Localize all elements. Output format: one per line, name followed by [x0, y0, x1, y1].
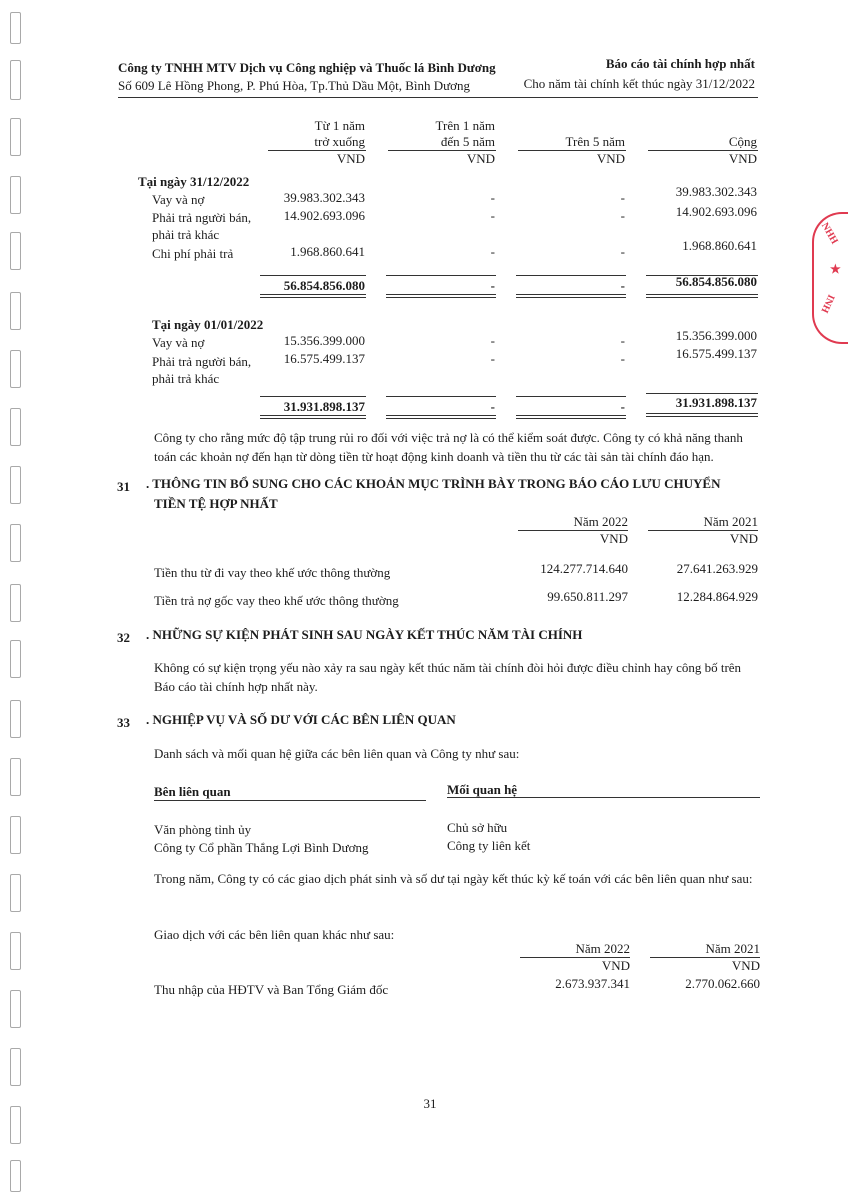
section-paragraph: Trong năm, Công ty có các giao dịch phát sinh và số dư tại ngày kết thúc kỳ kế toán với các bên liên quan như sau: [154, 871, 753, 886]
double-rule [386, 415, 496, 419]
company-address: Số 609 Lê Hồng Phong, P. Phú Hòa, Tp.Thủ Dầu Một, Bình Dương [118, 78, 471, 93]
binder-hole [10, 700, 21, 738]
double-rule [260, 294, 366, 298]
binder-hole [10, 1160, 21, 1192]
stamp-text-top: NHH [818, 220, 840, 247]
col-unit: VND [729, 531, 758, 546]
col-header-relation: Mối quan hệ [447, 782, 518, 797]
section-title: . NHỮNG SỰ KIỆN PHÁT SINH SAU NGÀY KẾT THÚC NĂM TÀI CHÍNH [146, 627, 583, 642]
section-number: 33 [117, 715, 130, 730]
col-underline [447, 797, 760, 798]
binder-hole [10, 874, 21, 912]
binder-hole [10, 60, 21, 100]
double-rule [260, 415, 366, 419]
col-unit: VND [599, 531, 628, 546]
section-title: . THÔNG TIN BỔ SUNG CHO CÁC KHOẢN MỤC TRÌNH BÀY TRONG BÁO CÁO LƯU CHUYỂN [146, 476, 721, 491]
double-rule [516, 415, 626, 419]
col-header-2021: Năm 2021 [705, 941, 760, 956]
binder-hole [10, 932, 21, 970]
report-period: Cho năm tài chính kết thúc ngày 31/12/2022 [523, 76, 755, 91]
col-header-2022: Năm 2022 [575, 941, 630, 956]
binder-hole [10, 408, 21, 446]
col-unit: VND [728, 151, 757, 166]
double-rule [646, 294, 758, 298]
binder-hole [10, 758, 21, 796]
binder-hole [10, 232, 21, 270]
binder-hole [10, 584, 21, 622]
section-title: . NGHIỆP VỤ VÀ SỐ DƯ VỚI CÁC BÊN LIÊN QUAN [146, 712, 456, 727]
col-header-line2: trở xuống [314, 134, 365, 149]
company-name: Công ty TNHH MTV Dịch vụ Công nghiệp và Thuốc lá Bình Dương [118, 60, 496, 75]
binder-hole [10, 292, 21, 330]
binder-hole [10, 1048, 21, 1086]
total-rule [386, 275, 496, 276]
binder-hole [10, 640, 21, 678]
col-header-line1: Từ 1 năm [314, 118, 365, 133]
total-rule [516, 275, 626, 276]
binder-hole [10, 1106, 21, 1144]
double-rule [386, 294, 496, 298]
binder-hole [10, 816, 21, 854]
transactions-intro: Giao dịch với các bên liên quan khác như sau: [154, 927, 395, 942]
binder-hole [10, 118, 21, 156]
page-number: 31 [423, 1096, 437, 1111]
section-heading: Tại ngày 01/01/2022 [152, 317, 264, 332]
stamp-text-bottom: INH [818, 292, 837, 315]
section-number: 32 [117, 630, 130, 645]
col-underline [154, 800, 426, 801]
binder-hole [10, 350, 21, 388]
header-rule [118, 97, 758, 98]
total-rule [260, 396, 366, 397]
section-title-cont: TIỀN TỆ HỢP NHẤT [154, 496, 278, 511]
total-rule [516, 396, 626, 397]
star-icon: ★ [830, 262, 841, 276]
double-rule [646, 413, 758, 417]
binder-hole [10, 466, 21, 504]
total-rule [646, 393, 758, 394]
col-header-party: Bên liên quan [154, 784, 231, 799]
col-header-line2: Trên 5 năm [565, 134, 625, 149]
total-rule [386, 396, 496, 397]
col-header-line1: Trên 1 năm [435, 118, 495, 133]
section-number: 31 [117, 479, 130, 494]
col-unit: VND [596, 151, 625, 166]
col-unit: VND [336, 151, 365, 166]
section-body: Không có sự kiện trọng yếu nào xảy ra sau ngày kết thúc năm tài chính đòi hỏi được điều chỉnh hay công bố trên Báo cáo tài chính hợp nhất này. [154, 660, 742, 694]
risk-note: Công ty cho rằng mức độ tập trung rủi ro đối với việc trả nợ là có thể kiểm soát được. Công ty có khả năng thanh toán các khoản nợ đến hạn từ dòng tiền từ hoạt động kinh doanh và tiền thu từ các tài sản tài chính đáo hạn. [154, 430, 743, 464]
col-unit: VND [466, 151, 495, 166]
col-header-2022: Năm 2022 [573, 514, 628, 529]
binder-hole [10, 176, 21, 214]
report-title: Báo cáo tài chính hợp nhất [605, 56, 755, 71]
binder-hole [10, 12, 21, 44]
col-unit: VND [601, 958, 630, 973]
col-header-line2: Cộng [728, 134, 757, 149]
col-header-line2: đến 5 năm [440, 134, 495, 149]
section-heading: Tại ngày 31/12/2022 [138, 174, 250, 189]
binder-hole [10, 990, 21, 1028]
total-rule [260, 275, 366, 276]
col-header-2021: Năm 2021 [703, 514, 758, 529]
col-unit: VND [731, 958, 760, 973]
section-intro: Danh sách và mối quan hệ giữa các bên liên quan và Công ty như sau: [154, 746, 520, 761]
binder-hole [10, 524, 21, 562]
double-rule [516, 294, 626, 298]
